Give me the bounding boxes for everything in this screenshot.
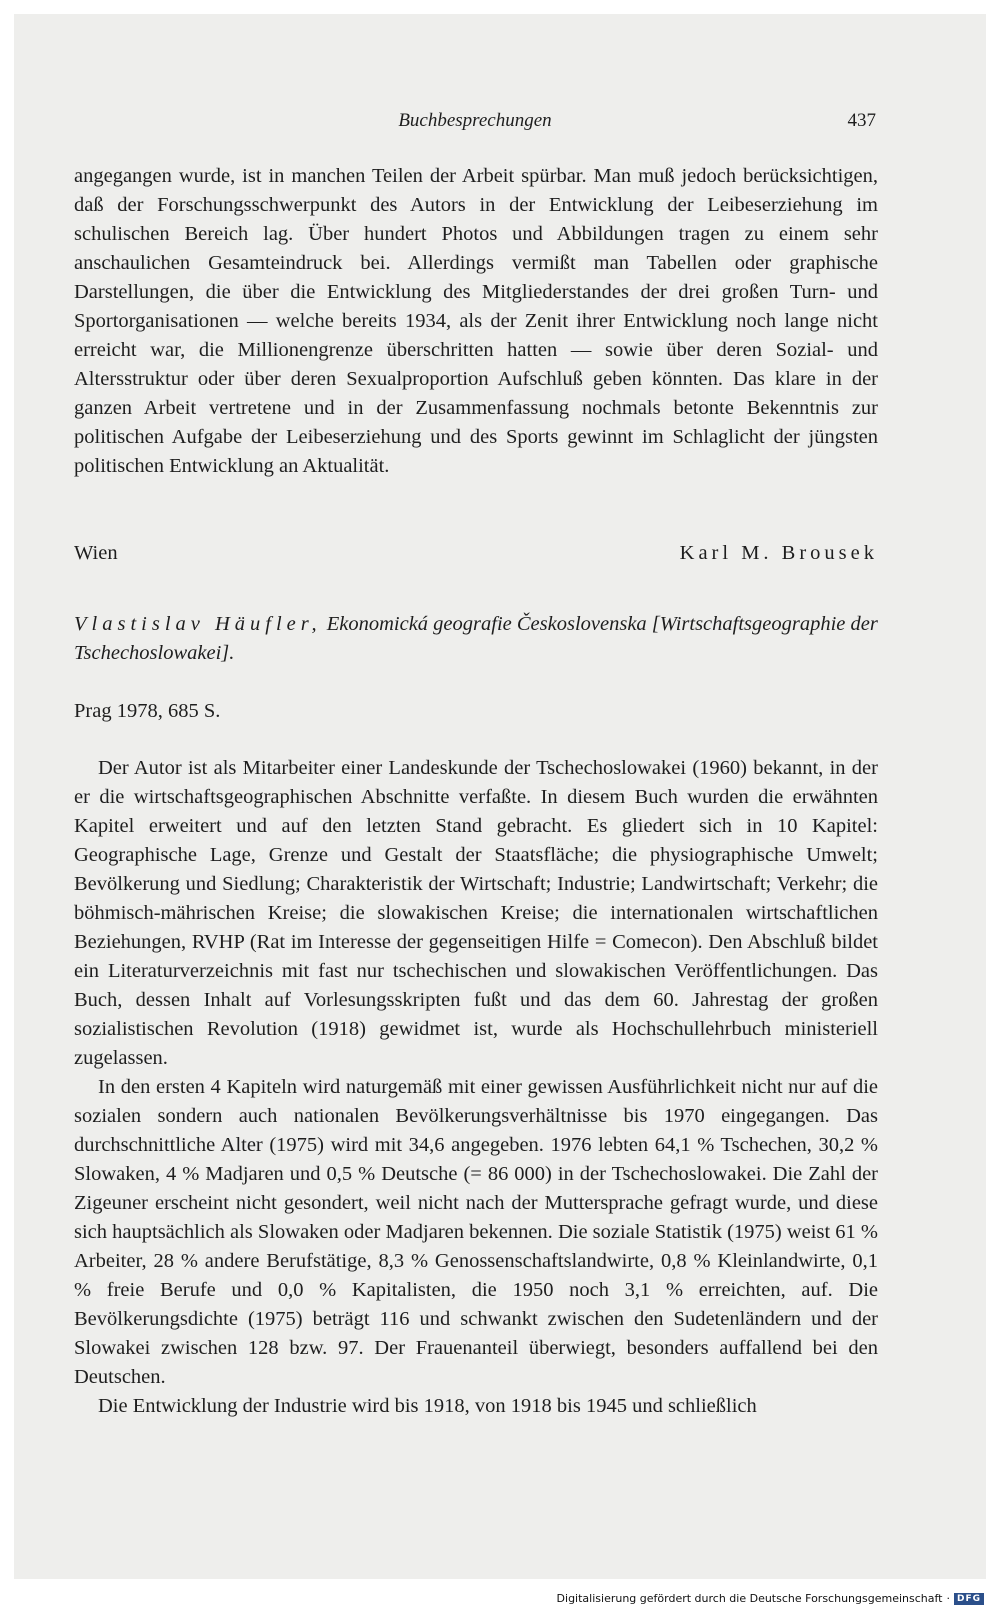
review2-paragraph-2: In den ersten 4 Kapiteln wird naturgemäß mit einer gewissen Ausführlichkeit nicht nur auf die sozialen sondern auch nationalen Bevölkerungsverhältnisse bis 1970 eingegangen. Das durchschnittliche Alter (1975) wird mit 34,6 angegeben. 1976 lebten 64,1 % Tschechen, 30,2 % Slowaken, 4 % Madjaren und 0,5 % Deutsche (= 86 000) in der Tschechoslowakei. Die Zahl der Zigeuner erscheint nicht gesondert, weil nicht nach der Muttersprache gefragt wurde, und diese sich hauptsächlich als Slowaken oder Madjaren bekennen. Die soziale Statistik (1975) weist 61 % Arbeiter, 28 % andere Berufstätige, 8,3 % Genossenschaftslandwirte, 0,8 % Kleinlandwirte, 0,1 % freie Berufe und 0,0 % Kapitalisten, die 1950 noch 3,1 % erreichten, auf. Die Bevölkerungsdichte (1975) beträgt 116 und schwankt zwischen den Sudetenländern und der Slowakei zwischen 128 bzw. 97. Der Frauenanteil überwiegt, besonders auffallend bei den Deutschen. [74, 1076, 878, 1388]
review2-paragraph-3: Die Entwicklung der Industrie wird bis 1918, von 1918 bis 1945 und schließlich [98, 1395, 757, 1417]
review1-place: Wien [74, 542, 118, 564]
page-number: 437 [847, 110, 876, 131]
scanned-page [14, 14, 986, 1579]
review1-reviewer: Karl M. Brousek [679, 542, 878, 564]
review1-body [74, 162, 878, 481]
digitization-footer: Digitalisierung gefördert durch die Deutsche Forschungsgemeinschaft · DFG [557, 1592, 984, 1605]
page-header [74, 110, 876, 138]
review2-publication: Prag 1978, 685 S. [74, 700, 221, 722]
review1-paragraph: angegangen wurde, ist in manchen Teilen der Arbeit spürbar. Man muß jedoch berücksichtigen, daß der Forschungsschwerpunkt des Autors in der Entwicklung der Leibeserziehung im schulischen Bereich lag. Über hundert Photos und Abbildungen tragen zu einem sehr anschaulichen Gesamteindruck bei. Allerdings vermißt man Tabellen oder graphische Darstellungen, die über die Entwicklung des Mitgliederstandes der drei großen Turn- und Sportorganisationen — welche bereits 1934, als der Zenit ihrer Entwicklung noch lange nicht erreicht war, die Millionengrenze überschritten hatten — sowie über deren Sozial- und Altersstruktur oder über deren Sexualproportion Aufschluß geben könnten. Das klare in der ganzen Arbeit vertretene und in der Zusammenfassung nochmals betonte Bekenntnis zur politischen Aufgabe der Leibeserziehung und des Sports gewinnt im Schlaglicht der jüngsten politischen Entwicklung an Aktualität. [74, 165, 878, 477]
dfg-logo: DFG [954, 1593, 984, 1605]
review2-author: Vlastislav Häufler, [74, 613, 322, 635]
review2-title: Ekonomická geografie Československa [Wirtschaftsgeographie der Tschechoslowakei]. [74, 613, 878, 664]
review2-citation [74, 610, 878, 668]
review2-body [74, 754, 878, 1421]
footer-credit: Digitalisierung gefördert durch die Deutsche Forschungsgemeinschaft [556, 1592, 943, 1605]
review2-paragraph-1: Der Autor ist als Mitarbeiter einer Landeskunde der Tschechoslowakei (1960) bekannt, in der er die wirtschaftsgeographischen Abschnitte verfaßte. In diesem Buch wurden die erwähnten Kapitel erweitert und auf den letzten Stand gebracht. Es gliedert sich in 10 Kapitel: Geographische Lage, Grenze und Gestalt der Staatsfläche; die physiographische Umwelt; Bevölkerung und Siedlung; Charakteristik der Wirtschaft; Industrie; Landwirtschaft; Verkehr; die böhmisch-mährischen Kreise; die slowakischen Kreise; die internationalen wirtschaftlichen Beziehungen, RVHP (Rat im Interesse der gegenseitigen Hilfe = Comecon). Den Abschluß bildet ein Literaturverzeichnis mit fast nur tschechischen und slowakischen Veröffentlichungen. Das Buch, dessen Inhalt auf Vorlesungsskripten fußt und das dem 60. Jahrestag der großen sozialistischen Revolution (1918) gewidmet ist, wurde als Hochschullehrbuch ministeriell zugelassen. [74, 757, 878, 1069]
running-title: Buchbesprechungen [398, 110, 552, 131]
